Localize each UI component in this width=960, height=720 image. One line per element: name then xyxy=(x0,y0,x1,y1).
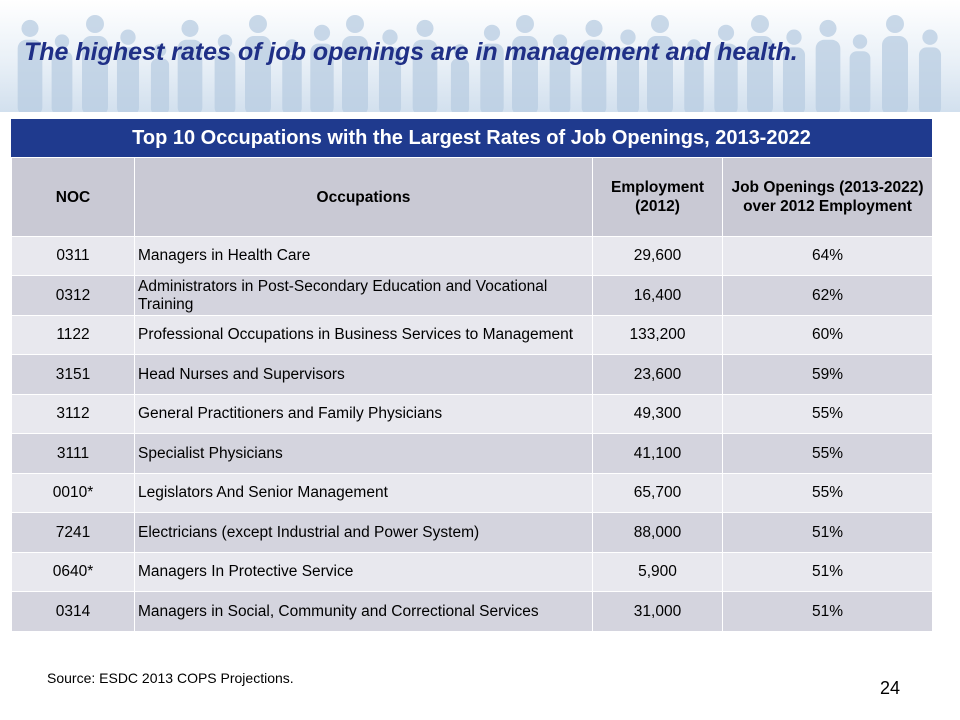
occupation-cell: General Practitioners and Family Physicians xyxy=(135,395,593,434)
noc-cell: 3112 xyxy=(12,395,135,434)
table-row xyxy=(12,395,933,434)
occupation-cell: Managers in Health Care xyxy=(135,237,593,276)
rate-cell: 51% xyxy=(723,513,933,553)
employment-cell: 41,100 xyxy=(593,434,723,474)
header-job-openings: Job Openings (2013-2022) over 2012 Employment xyxy=(723,158,933,237)
rate-cell: 64% xyxy=(723,237,933,276)
noc-cell: 0314 xyxy=(12,592,135,632)
employment-cell: 16,400 xyxy=(593,276,723,316)
headline: The highest rates of job openings are in management and health. xyxy=(24,38,798,66)
employment-cell: 88,000 xyxy=(593,513,723,553)
noc-cell: 1122 xyxy=(12,316,135,355)
employment-cell: 5,900 xyxy=(593,553,723,592)
noc-cell: 0640* xyxy=(12,553,135,592)
table-row xyxy=(12,553,933,592)
rate-cell: 59% xyxy=(723,355,933,395)
table-row xyxy=(12,276,933,316)
page-number: 24 xyxy=(880,678,901,698)
rate-cell: 51% xyxy=(723,553,933,592)
rate-cell: 55% xyxy=(723,474,933,513)
rate-cell: 55% xyxy=(723,395,933,434)
occupation-cell: Legislators And Senior Management xyxy=(135,474,593,513)
occupations-table-container xyxy=(11,119,932,632)
noc-cell: 0312 xyxy=(12,276,135,316)
table-row xyxy=(12,316,933,355)
noc-cell: 3111 xyxy=(12,434,135,474)
occupation-cell: Professional Occupations in Business Services to Management xyxy=(135,316,593,355)
header-occupations: Occupations xyxy=(135,158,593,237)
rate-cell: 51% xyxy=(723,592,933,632)
source-note: Source: ESDC 2013 COPS Projections. xyxy=(47,670,294,686)
table-row xyxy=(12,355,933,395)
employment-cell: 49,300 xyxy=(593,395,723,434)
table-row xyxy=(12,513,933,553)
rate-cell: 60% xyxy=(723,316,933,355)
table-row xyxy=(12,237,933,276)
occupations-table xyxy=(11,157,933,632)
employment-cell: 29,600 xyxy=(593,237,723,276)
employment-cell: 133,200 xyxy=(593,316,723,355)
noc-cell: 7241 xyxy=(12,513,135,553)
table-row xyxy=(12,474,933,513)
rate-cell: 55% xyxy=(723,434,933,474)
employment-cell: 23,600 xyxy=(593,355,723,395)
header-employment: Employment (2012) xyxy=(593,158,723,237)
employment-cell: 65,700 xyxy=(593,474,723,513)
header-noc: NOC xyxy=(12,158,135,237)
table-row xyxy=(12,434,933,474)
rate-cell: 62% xyxy=(723,276,933,316)
occupation-cell: Head Nurses and Supervisors xyxy=(135,355,593,395)
occupation-cell: Specialist Physicians xyxy=(135,434,593,474)
table-row xyxy=(12,592,933,632)
noc-cell: 0311 xyxy=(12,237,135,276)
occupation-cell: Administrators in Post-Secondary Education and Vocational Training xyxy=(135,276,593,316)
occupation-cell: Managers in Social, Community and Correctional Services xyxy=(135,592,593,632)
noc-cell: 3151 xyxy=(12,355,135,395)
noc-cell: 0010* xyxy=(12,474,135,513)
table-header-row xyxy=(12,158,933,237)
table-title: Top 10 Occupations with the Largest Rates of Job Openings, 2013-2022 xyxy=(11,119,932,157)
occupation-cell: Managers In Protective Service xyxy=(135,553,593,592)
employment-cell: 31,000 xyxy=(593,592,723,632)
occupation-cell: Electricians (except Industrial and Power System) xyxy=(135,513,593,553)
